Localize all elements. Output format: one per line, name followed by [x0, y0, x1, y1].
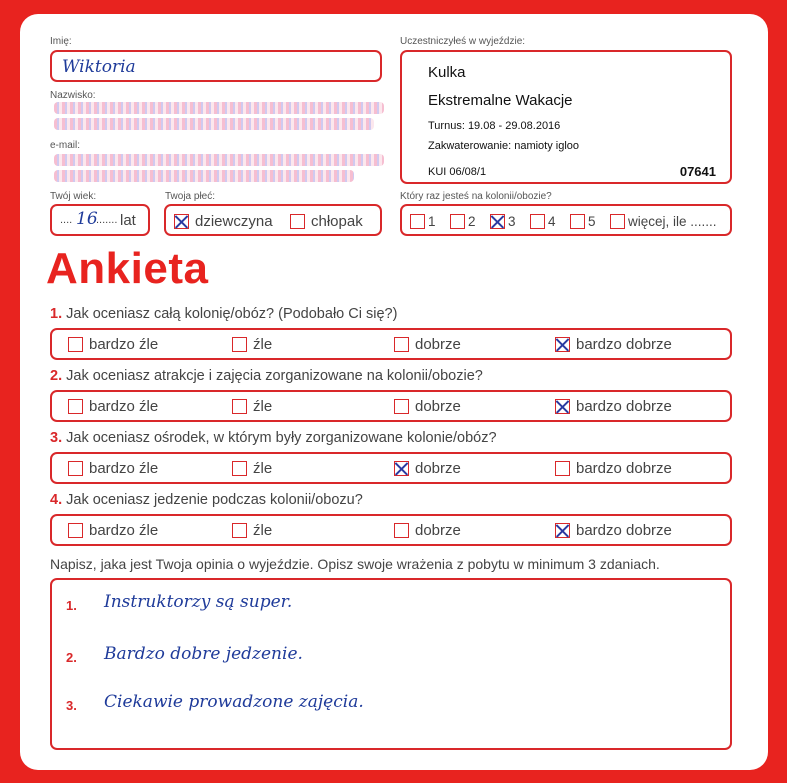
q4-option-very-bad[interactable]: bardzo źle — [68, 521, 158, 539]
opinion-number-1: 1. — [66, 598, 77, 613]
email-label: e-mail: — [50, 140, 81, 151]
q1-option-good[interactable]: dobrze — [394, 335, 461, 353]
opinion-line-3: Ciekawie prowadzone zajęcia. — [104, 692, 364, 712]
opinion-number-3: 3. — [66, 698, 77, 713]
age-dots-after: ....... — [96, 214, 118, 226]
age-dots-before: .... — [60, 214, 73, 226]
checkbox-icon[interactable] — [610, 214, 625, 229]
checkbox-icon[interactable] — [570, 214, 585, 229]
camp-program: Ekstremalne Wakacje — [428, 92, 573, 109]
gender-option-girl[interactable]: dziewczyna — [174, 212, 273, 230]
checkbox-icon[interactable] — [232, 399, 247, 414]
opinion-line-1: Instruktorzy są super. — [104, 592, 293, 612]
q3-option-bad[interactable]: źle — [232, 459, 272, 477]
question-2: 2. Jak oceniasz atrakcje i zajęcia zorganizowane na kolonii/obozie? — [50, 368, 483, 384]
surname-redacted-2 — [54, 118, 374, 130]
name-field[interactable] — [50, 50, 382, 82]
q2-option-bad[interactable]: źle — [232, 397, 272, 415]
q1-option-bad[interactable]: źle — [232, 335, 272, 353]
camp-name: Kulka — [428, 64, 466, 81]
question-4: 4. Jak oceniasz jedzenie podczas kolonii/obozu? — [50, 492, 363, 508]
camp-accommodation: Zakwaterowanie: namioty igloo — [428, 140, 580, 152]
question-3: 3. Jak oceniasz ośrodek, w którym były zorganizowane kolonie/obóz? — [50, 430, 497, 446]
checkbox-icon[interactable] — [530, 214, 545, 229]
checkbox-icon[interactable] — [394, 399, 409, 414]
question-1: 1. Jak oceniasz całą kolonię/obóz? (Podobało Ci się?) — [50, 306, 398, 322]
times-option-3[interactable]: 3 — [490, 213, 516, 229]
camp-code: KUI 06/08/1 — [428, 166, 487, 178]
checkbox-icon[interactable] — [290, 214, 305, 229]
q2-option-very-good[interactable]: bardzo dobrze — [555, 397, 672, 415]
camp-info-box — [400, 50, 732, 184]
opinion-line-2: Bardzo dobre jedzenie. — [104, 644, 303, 664]
checkbox-checked-icon[interactable] — [174, 214, 189, 229]
q2-option-good[interactable]: dobrze — [394, 397, 461, 415]
camp-number: 07641 — [679, 164, 716, 179]
q3-option-good[interactable]: dobrze — [394, 459, 461, 477]
checkbox-icon[interactable] — [232, 337, 247, 352]
opinion-prompt: Napisz, jaka jest Twoja opinia o wyjeździe. Opisz swoje wrażenia z pobytu w minimum 3 zdaniach. — [50, 556, 660, 572]
gender-label: Twoja płeć: — [165, 191, 216, 202]
checkbox-icon[interactable] — [68, 523, 83, 538]
checkbox-icon[interactable] — [450, 214, 465, 229]
surname-label: Nazwisko: — [50, 90, 96, 101]
checkbox-icon[interactable] — [232, 461, 247, 476]
times-label: Który raz jesteś na kolonii/obozie? — [400, 191, 552, 202]
age-field[interactable] — [50, 204, 150, 236]
checkbox-checked-icon[interactable] — [394, 461, 409, 476]
age-value: 16 — [76, 209, 98, 229]
q1-option-very-good[interactable]: bardzo dobrze — [555, 335, 672, 353]
checkbox-checked-icon[interactable] — [555, 399, 570, 414]
checkbox-icon[interactable] — [68, 461, 83, 476]
gender-option-boy[interactable]: chłopak — [290, 212, 363, 230]
age-label: Twój wiek: — [50, 191, 97, 202]
survey-title: Ankieta — [46, 244, 209, 293]
answer-row-3 — [50, 452, 732, 484]
times-option-1[interactable]: 1 — [410, 213, 436, 229]
checkbox-icon[interactable] — [410, 214, 425, 229]
checkbox-icon[interactable] — [394, 337, 409, 352]
email-redacted-2 — [54, 170, 354, 182]
checkbox-icon[interactable] — [68, 337, 83, 352]
participant-label: Uczestniczyłeś w wyjeździe: — [400, 36, 526, 47]
camp-turnus: Turnus: 19.08 - 29.08.2016 — [428, 120, 561, 132]
times-field — [400, 204, 732, 236]
checkbox-icon[interactable] — [555, 461, 570, 476]
survey-sheet — [20, 14, 768, 770]
checkbox-icon[interactable] — [68, 399, 83, 414]
times-option-2[interactable]: 2 — [450, 213, 476, 229]
email-redacted — [54, 154, 384, 166]
gender-field — [164, 204, 382, 236]
answer-row-4 — [50, 514, 732, 546]
q3-option-very-good[interactable]: bardzo dobrze — [555, 459, 672, 477]
times-option-5[interactable]: 5 — [570, 213, 596, 229]
checkbox-checked-icon[interactable] — [555, 523, 570, 538]
opinion-number-2: 2. — [66, 650, 77, 665]
name-value: Wiktoria — [62, 57, 136, 77]
age-unit: lat — [120, 212, 136, 229]
checkbox-checked-icon[interactable] — [490, 214, 505, 229]
checkbox-icon[interactable] — [394, 523, 409, 538]
checkbox-icon[interactable] — [232, 523, 247, 538]
q3-option-very-bad[interactable]: bardzo źle — [68, 459, 158, 477]
surname-redacted — [54, 102, 384, 114]
times-option-4[interactable]: 4 — [530, 213, 556, 229]
answer-row-1 — [50, 328, 732, 360]
q4-option-good[interactable]: dobrze — [394, 521, 461, 539]
q4-option-bad[interactable]: źle — [232, 521, 272, 539]
answer-row-2 — [50, 390, 732, 422]
name-label: Imię: — [50, 36, 72, 47]
q2-option-very-bad[interactable]: bardzo źle — [68, 397, 158, 415]
times-option-more[interactable]: więcej, ile ....... — [610, 213, 717, 229]
checkbox-checked-icon[interactable] — [555, 337, 570, 352]
q4-option-very-good[interactable]: bardzo dobrze — [555, 521, 672, 539]
opinion-textarea[interactable] — [50, 578, 732, 750]
q1-option-very-bad[interactable]: bardzo źle — [68, 335, 158, 353]
